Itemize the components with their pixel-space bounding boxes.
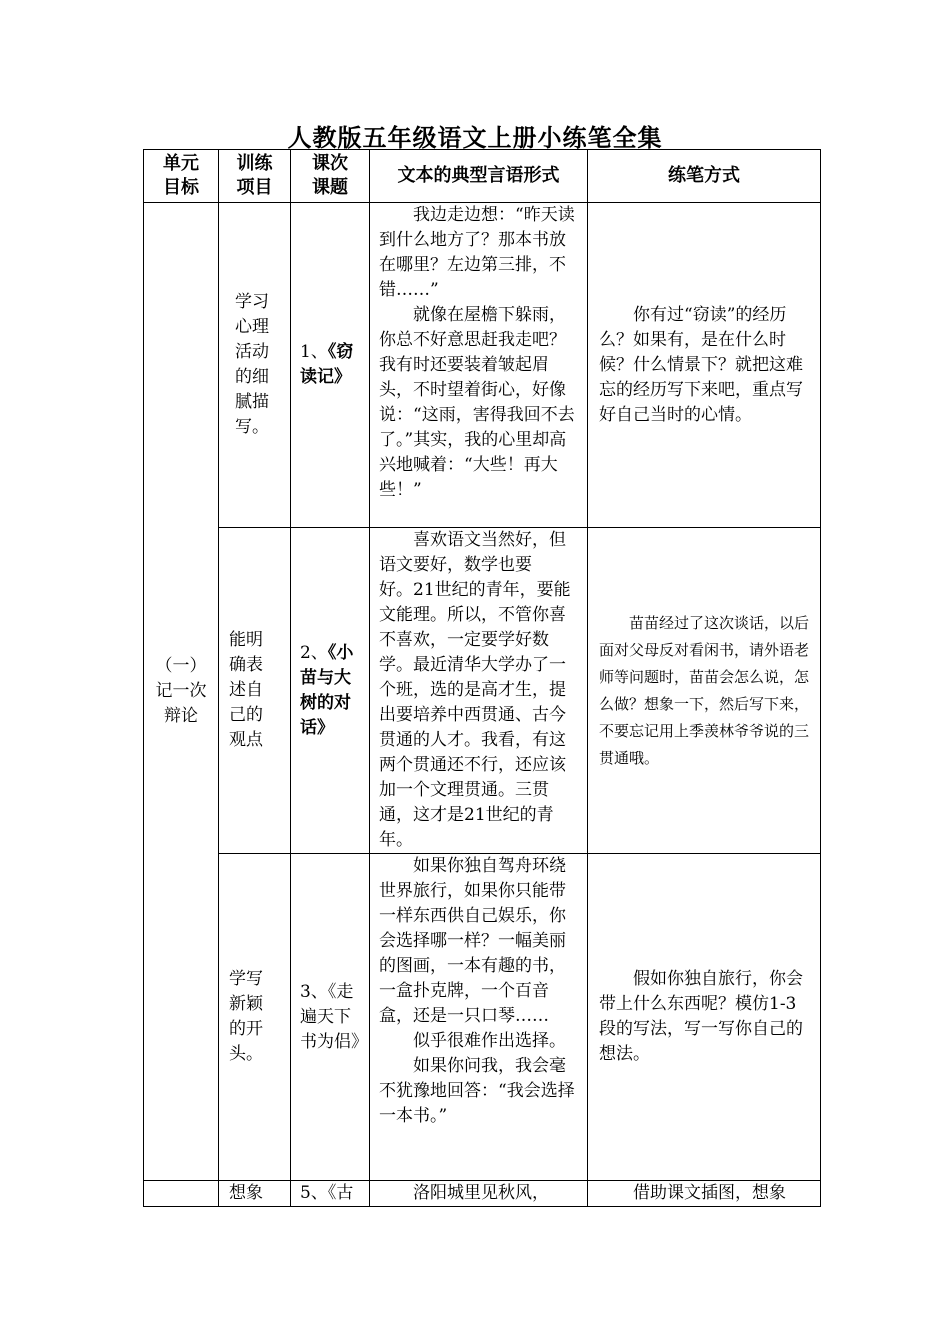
lesson-text: [291, 340, 369, 390]
header-lesson-title: 课次课题: [291, 150, 370, 203]
writing-method-text: 借助课文插图，想象: [633, 1183, 786, 1203]
unit-goal-text: （一）记一次辩论: [155, 656, 207, 726]
lesson-name: 《窃读记》: [300, 342, 354, 387]
lesson-number: 3、: [300, 981, 328, 1002]
lesson-number: 5、: [300, 1183, 328, 1203]
language-form-cell: [370, 528, 588, 854]
header-writing-method: 练笔方式: [588, 150, 821, 203]
text-paragraph: 洛阳城里见秋风，: [413, 1183, 549, 1203]
lesson-cell: [291, 1181, 370, 1207]
writing-method-cell: [588, 1181, 821, 1207]
table-header-row: [144, 150, 821, 203]
training-text: 能明确表述自己的观点: [229, 630, 263, 750]
writing-method-text: 假如你独自旅行，你会带上什么东西呢？模仿1-3段的写法，写一写你自己的想法。: [599, 969, 803, 1064]
text-paragraph: 喜欢语文当然好，但语文要好，数学也要: [379, 530, 566, 575]
lesson-cell: [291, 203, 370, 528]
language-form-cell: [370, 854, 588, 1181]
training-cell: [219, 1181, 291, 1207]
page-title: 人教版五年级语文上册小练笔全集: [287, 123, 663, 152]
text-paragraph: 好。21世纪的青年，要能文能理。所以，不管你喜不喜欢，一定要学好数学。最近清华大学办了一个班，选的是高才生，提出要培养中西贯通、古今贯通的人才。我看，有这两个贯通还不行，还应该加一个文理贯通。三贯通，这才是21世纪的青年。: [379, 580, 571, 850]
header-unit-goal: 单元目标: [144, 150, 219, 203]
table-row: [144, 854, 821, 1181]
lesson-name: 《走遍天下书为侣》: [300, 981, 368, 1052]
unit-goal-cell: [144, 203, 219, 1181]
training-cell: [219, 854, 291, 1181]
language-form-cell: [370, 1181, 588, 1207]
training-text: 想象: [229, 1183, 263, 1203]
text-paragraph: 到什么地方了？那本书放在哪里？左边第三排，不错……”: [379, 230, 566, 300]
training-text: 学习心理活动的细腻描写。: [235, 292, 269, 437]
text-paragraph: 我边走边想：“昨天读: [413, 205, 575, 225]
unit-goal-cell: [144, 1181, 219, 1207]
header-language-form: 文本的典型言语形式: [370, 150, 588, 203]
lesson-cell: [291, 854, 370, 1181]
lesson-text: [291, 1181, 369, 1206]
lesson-number: 1、: [300, 342, 328, 362]
training-cell: [219, 528, 291, 854]
table-row: [144, 1181, 821, 1207]
writing-method-text: 你有过“窃读”的经历么？如果有，是在什么时候？什么情景下？就把这难忘的经历写下来吧，重点写好自己当时的心情。: [599, 304, 803, 425]
lesson-number: 2、: [300, 642, 328, 663]
lesson-name: 《古: [327, 1183, 354, 1203]
exercise-table: [143, 149, 821, 1207]
text-paragraph: 似乎很难作出选择。: [413, 1031, 566, 1051]
writing-method-cell: [588, 528, 821, 854]
training-cell: [219, 203, 291, 528]
text-paragraph: 如果你问我，我会毫不犹豫地回答：“我会选择一本书。”: [379, 1056, 575, 1126]
language-form-cell: [370, 203, 588, 528]
writing-method-cell: [588, 203, 821, 528]
lesson-cell: [291, 528, 370, 854]
training-text: 学写新颖的开头。: [229, 969, 263, 1064]
writing-method-cell: [588, 854, 821, 1181]
writing-method-text: 苗苗经过了这次谈话，以后面对父母反对看闲书，请外语老师等问题时，苗苗会怎么说，怎么做？想象一下，然后写下来，不要忘记用上季羡林爷爷说的三贯通哦。: [599, 613, 810, 767]
lesson-text: [291, 641, 369, 741]
text-paragraph: 就像在屋檐下躲雨，你总不好意思赶我走吧？我有时还要装着皱起眉头，不时望着街心，好像说：“这雨，害得我回不去了。”其实，我的心里却高兴地喊着：“大些！再大些！”: [379, 305, 575, 500]
table-row: [144, 528, 821, 854]
lesson-text: [291, 980, 369, 1055]
header-training-item: 训练项目: [219, 150, 291, 203]
text-paragraph: 如果你独自驾舟环绕世界旅行，如果你只能带一样东西供自己娱乐，你会选择哪一样？一幅美丽的图画，一本有趣的书，一盒扑克牌，一个百音盒，还是一只口琴……: [379, 856, 566, 1026]
table-row: [144, 203, 821, 528]
lesson-name: 《小苗与大树的对话》: [300, 642, 354, 738]
